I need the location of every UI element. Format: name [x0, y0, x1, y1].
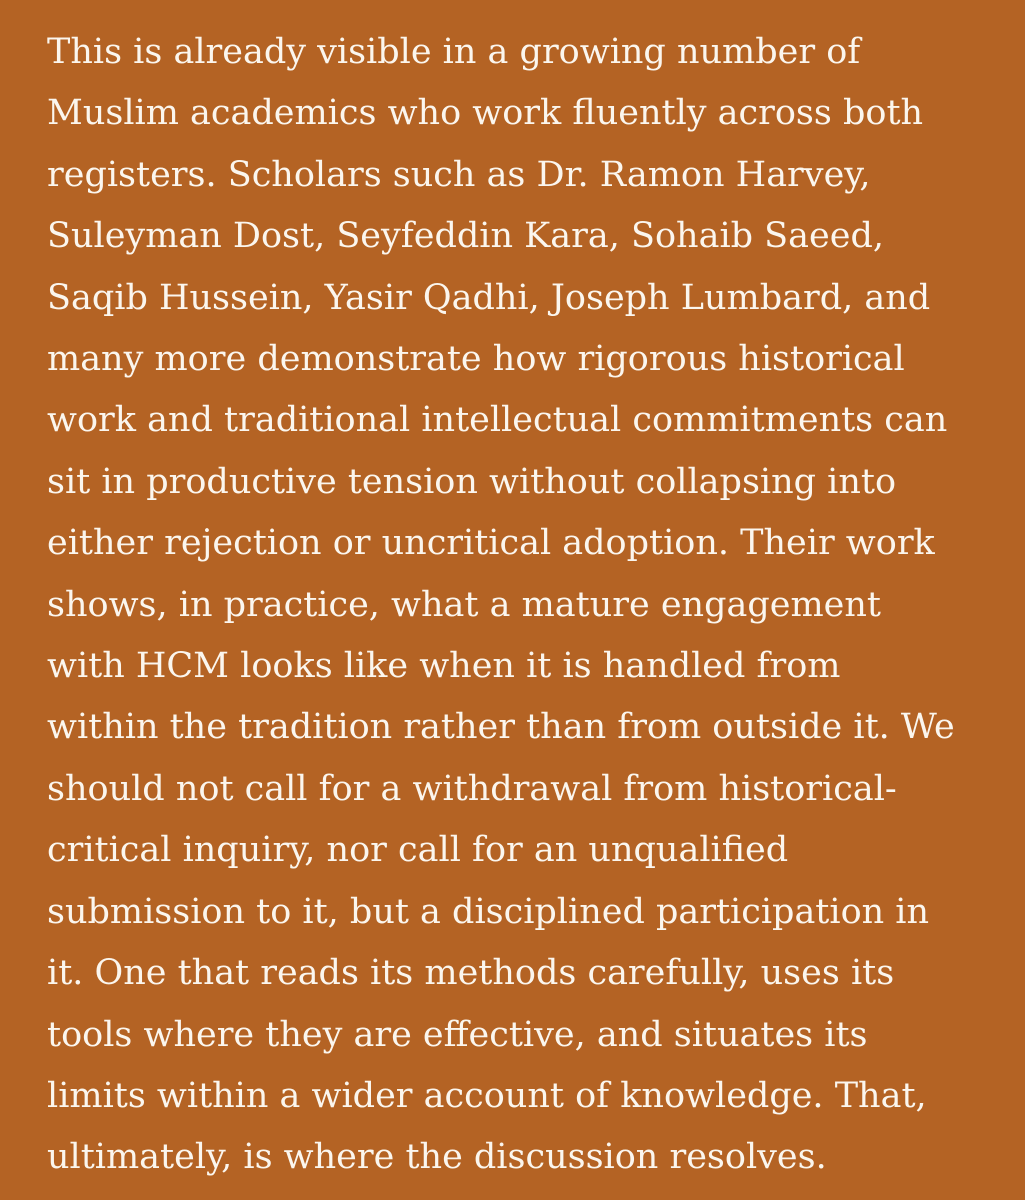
paragraph-line-5: Saqib Hussein, Yasir Qadhi, Joseph Lumbard, and: [47, 277, 931, 318]
paragraph-line-14: critical inquiry, nor call for an unqualified: [47, 830, 789, 871]
paragraph-line-6: many more demonstrate how rigorous historical: [47, 339, 905, 380]
paragraph-line-19: ultimately, is where the discussion resolves.: [47, 1137, 827, 1178]
paragraph-line-1: This is already visible in a growing number of: [47, 32, 861, 72]
paragraph-line-10: shows, in practice, what a mature engagement: [47, 584, 881, 625]
paragraph-line-4: Suleyman Dost, Seyfeddin Kara, Sohaib Saeed,: [47, 216, 884, 257]
paragraph-line-17: tools where they are effective, and situates its: [47, 1014, 868, 1055]
paragraph-line-2: Muslim academics who work fluently across both: [47, 93, 924, 134]
paragraph-line-15: submission to it, but a disciplined participation in: [47, 891, 930, 932]
body-paragraph: [47, 22, 995, 1189]
paragraph-line-9: either rejection or uncritical adoption. Their work: [47, 523, 935, 564]
paragraph-line-3: registers. Scholars such as Dr. Ramon Harvey,: [47, 154, 871, 195]
paragraph-line-16: it. One that reads its methods carefully, uses its: [47, 953, 895, 994]
paragraph-line-11: with HCM looks like when it is handled from: [47, 646, 841, 687]
paragraph-line-13: should not call for a withdrawal from historical-: [47, 768, 897, 809]
paragraph-line-8: sit in productive tension without collapsing into: [47, 461, 897, 502]
paragraph-line-7: work and traditional intellectual commitments can: [47, 400, 948, 441]
paragraph-line-12: within the tradition rather than from outside it. We: [47, 707, 955, 748]
paragraph-line-18: limits within a wider account of knowledge. That,: [47, 1075, 927, 1116]
